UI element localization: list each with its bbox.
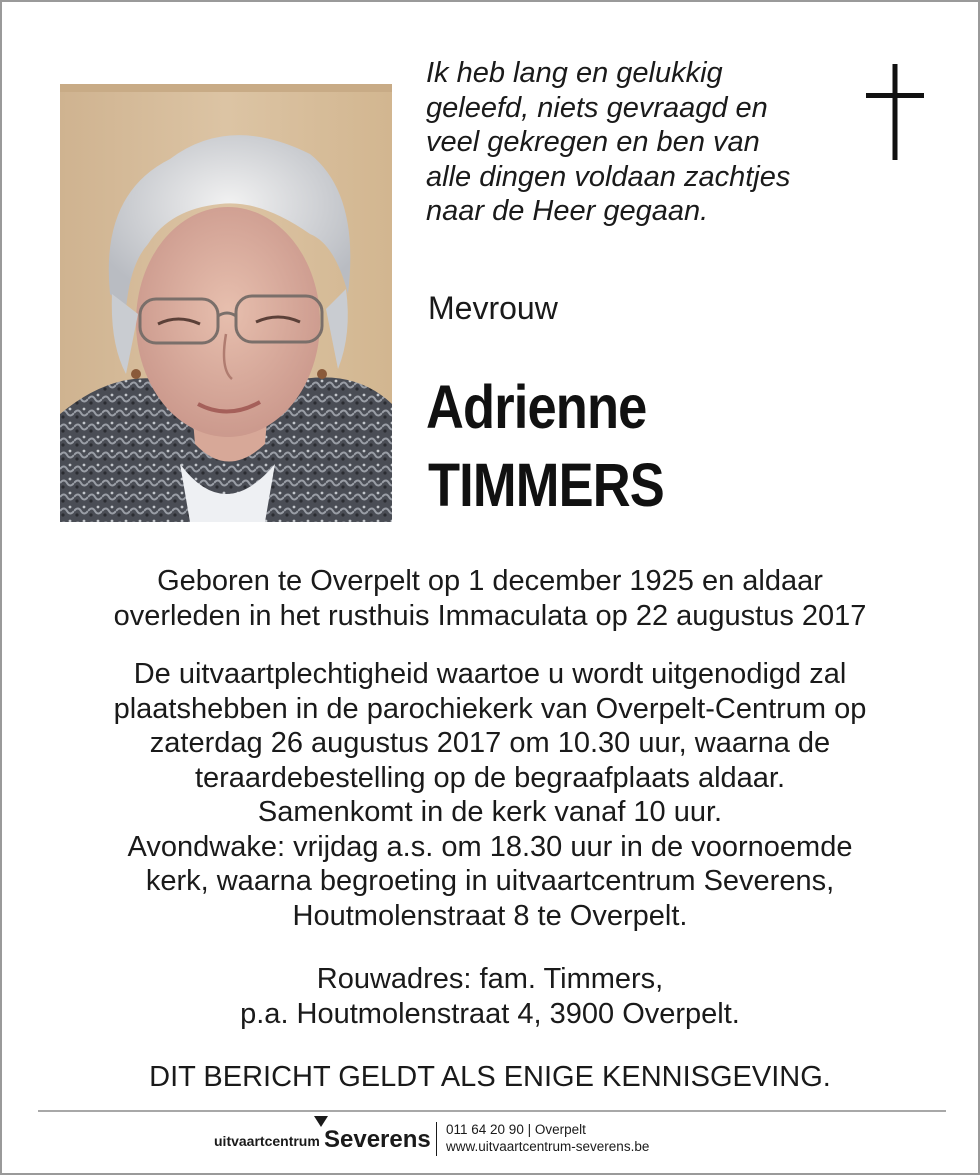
poem-line: geleefd, niets gevraagd en — [426, 91, 768, 124]
poem-line: veel gekregen en ben van — [426, 126, 760, 158]
funeral-home-footer — [2, 1114, 978, 1164]
salutation: Mevrouw — [428, 290, 558, 326]
mourning-address — [32, 962, 948, 1031]
poem-line: Ik heb lang en gelukkig — [426, 57, 723, 89]
birth-death-details — [32, 564, 948, 633]
official-notice: DIT BERICHT GELDT ALS ENIGE KENNISGEVING. — [149, 1061, 831, 1093]
portrait-photo — [60, 84, 392, 522]
footer-divider-line — [38, 1110, 946, 1112]
text-line: Rouwadres: fam. Timmers, — [316, 963, 664, 995]
brand-prefix: uitvaartcentrum — [214, 1133, 320, 1149]
text-line: teraardebestelling op de begraafplaats aldaar. — [194, 761, 786, 794]
phone-line: 011 64 20 90 | Overpelt — [446, 1122, 586, 1137]
contact-info — [446, 1121, 649, 1155]
text-line: overleden in het rusthuis Immaculata op 22 augustus 2017 — [113, 599, 867, 632]
poem-line: naar de Heer gegaan. — [426, 195, 709, 227]
text-line: Houtmolenstraat 8 te Overpelt. — [292, 899, 688, 932]
text-line: p.a. Houtmolenstraat 4, 3900 Overpelt. — [240, 997, 740, 1030]
text-line: Geboren te Overpelt op 1 december 1925 en aldaar — [157, 565, 823, 597]
last-name: TIMMERS — [428, 451, 664, 519]
text-line: plaatshebben in de parochiekerk van Overpelt-Centrum op — [113, 692, 867, 725]
memorial-poem — [426, 56, 846, 229]
text-line: Samenkomt in de kerk vanaf 10 uur. — [257, 796, 723, 828]
text-line: Avondwake: vrijdag a.s. om 18.30 uur in de voornoemde — [127, 830, 853, 863]
text-line: zaterdag 26 augustus 2017 om 10.30 uur, waarna de — [149, 727, 831, 759]
poem-line: alle dingen voldaan zachtjes — [426, 160, 791, 193]
ceremony-details — [32, 657, 948, 933]
first-name: Adrienne — [426, 373, 647, 441]
brand-name: Severens — [324, 1126, 431, 1153]
portrait-illustration — [60, 84, 392, 522]
text-line: De uitvaartplechtigheid waartoe u wordt uitgenodigd zal — [133, 658, 847, 690]
cross-icon — [866, 64, 924, 160]
website-link[interactable]: www.uitvaartcentrum-severens.be — [446, 1139, 650, 1154]
text-line: kerk, waarna begroeting in uitvaartcentrum Severens, — [145, 865, 835, 897]
footer-separator — [436, 1122, 437, 1156]
